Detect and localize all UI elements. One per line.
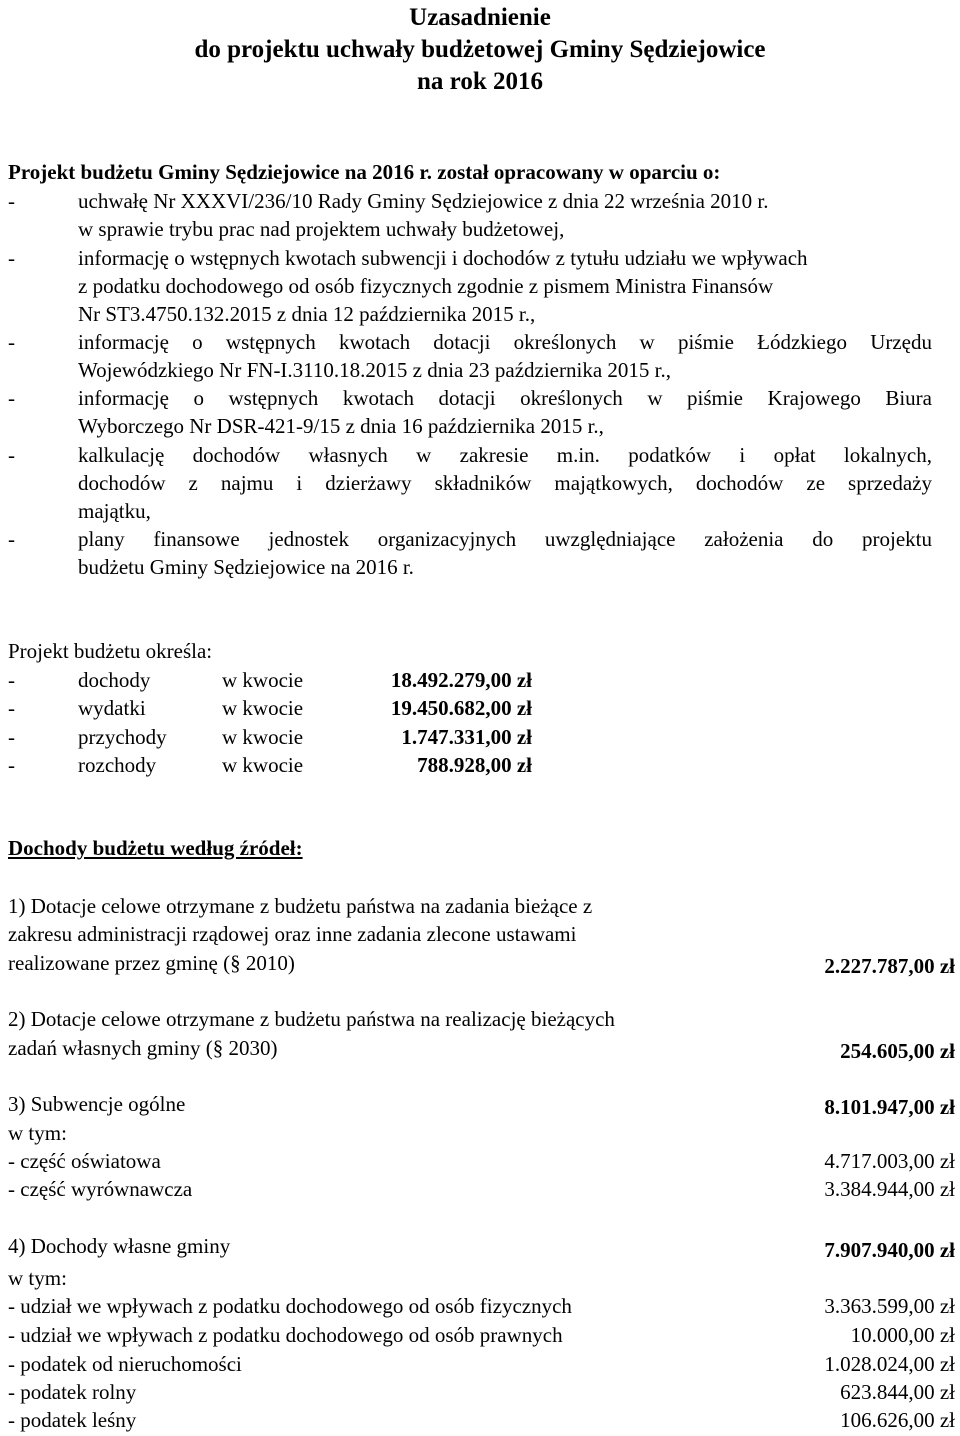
bullet-dash: - [8,725,15,749]
source-4-wtym: w tym: [8,1266,67,1290]
bullet-dash: - [8,696,15,720]
source-3-item-label: - część oświatowa [8,1149,161,1173]
source-4-item-label: - podatek od nieruchomości [8,1352,242,1376]
bullet-dash: - [8,246,15,270]
bullet-dash: - [8,443,15,467]
page-title-line1: Uzasadnienie [409,4,551,31]
intro-item-2-line-3: Nr ST3.4750.132.2015 z dnia 12 października 2015 r., [78,302,536,326]
source-3-wtym: w tym: [8,1121,67,1145]
page-title-line2: do projektu uchwały budżetowej Gminy Sędziejowice [194,36,766,63]
source-3-amount: 8.101.947,00 zł [824,1095,955,1119]
intro-item-5-line-1: kalkulację dochodów własnych w zakresie m.in. podatków i opłat lokalnych, [78,443,932,467]
bullet-dash: - [8,189,15,213]
source-3-item-amount: 4.717.003,00 zł [824,1149,955,1173]
intro-item-2-line-1: informację o wstępnych kwotach subwencji i dochodów z tytułu udziału we wpływach [78,246,808,270]
summary-in-kwocie: w kwocie [222,668,304,692]
source-4-item-amount: 3.363.599,00 zł [824,1294,955,1318]
intro-item-6-line-1: plany finansowe jednostek organizacyjnych uwzględniające założenia do projektu [78,527,932,551]
summary-in-kwocie: w kwocie [222,753,304,777]
intro-item-3-line-2: Wojewódzkiego Nr FN-I.3110.18.2015 z dnia 23 października 2015 r., [78,358,671,382]
page-title-line3: na rok 2016 [417,68,543,95]
summary-label-wydatki: wydatki [78,696,146,720]
intro-item-4-line-2: Wyborczego Nr DSR-421-9/15 z dnia 16 października 2015 r., [78,414,604,438]
source-1-amount: 2.227.787,00 zł [824,954,955,978]
summary-label-przychody: przychody [78,725,167,749]
bullet-dash: - [8,668,15,692]
summary-heading: Projekt budżetu określa: [8,639,213,663]
summary-label-dochody: dochody [78,668,151,692]
source-1-line-1: 1) Dotacje celowe otrzymane z budżetu państwa na zadania bieżące z [8,894,593,918]
source-4-item-amount: 1.028.024,00 zł [824,1352,955,1376]
bullet-dash: - [8,753,15,777]
intro-item-5-line-3: majątku, [78,499,151,523]
source-4-item-amount: 623.844,00 zł [840,1380,955,1404]
intro-item-3-line-1: informację o wstępnych kwotach dotacji określonych w piśmie Łódzkiego Urzędu [78,330,932,354]
intro-heading: Projekt budżetu Gminy Sędziejowice na 2016 r. został opracowany w oparciu o: [8,160,721,184]
source-4-label: 4) Dochody własne gminy [8,1234,231,1258]
source-1-line-3: realizowane przez gminę (§ 2010) [8,951,295,975]
source-3-item-amount: 3.384.944,00 zł [824,1177,955,1201]
summary-label-rozchody: rozchody [78,753,157,777]
source-4-item-label: - udział we wpływach z podatku dochodowego od osób prawnych [8,1323,563,1347]
source-2-line-1: 2) Dotacje celowe otrzymane z budżetu państwa na realizację bieżących [8,1007,615,1031]
intro-item-2-line-2: z podatku dochodowego od osób fizycznych zgodnie z pismem Ministra Finansów [78,274,774,298]
intro-item-1-line-1: uchwałę Nr XXXVI/236/10 Rady Gminy Sędziejowice z dnia 22 września 2010 r. [78,189,769,213]
source-4-item-label: - podatek rolny [8,1380,137,1404]
source-2-amount: 254.605,00 zł [840,1039,955,1063]
sources-heading: Dochody budżetu według źródeł: [8,836,303,860]
source-4-item-label: - udział we wpływach z podatku dochodowego od osób fizycznych [8,1294,572,1318]
intro-item-1-line-2: w sprawie trybu prac nad projektem uchwały budżetowej, [78,217,565,241]
bullet-dash: - [8,330,15,354]
source-1-line-2: zakresu administracji rządowej oraz inne zadania zlecone ustawami [8,922,577,946]
summary-in-kwocie: w kwocie [222,696,304,720]
summary-amount-wydatki: 19.450.682,00 zł [390,696,532,720]
intro-item-6-line-2: budżetu Gminy Sędziejowice na 2016 r. [78,555,414,579]
summary-in-kwocie: w kwocie [222,725,304,749]
intro-item-5-line-2: dochodów z najmu i dzierżawy składników majątkowych, dochodów ze sprzedaży [78,471,932,495]
source-3-label: 3) Subwencje ogólne [8,1092,186,1116]
summary-amount-dochody: 18.492.279,00 zł [390,668,532,692]
summary-amount-przychody: 1.747.331,00 zł [401,725,532,749]
source-4-item-label: - podatek leśny [8,1408,137,1432]
source-3-item-label: - część wyrównawcza [8,1177,193,1201]
bullet-dash: - [8,386,15,410]
source-4-amount: 7.907.940,00 zł [824,1238,955,1262]
source-4-item-amount: 106.626,00 zł [840,1408,955,1432]
bullet-dash: - [8,527,15,551]
intro-item-4-line-1: informację o wstępnych kwotach dotacji określonych w piśmie Krajowego Biura [78,386,932,410]
source-4-item-amount: 10.000,00 zł [850,1323,955,1347]
summary-amount-rozchody: 788.928,00 zł [417,753,532,777]
source-2-line-2: zadań własnych gminy (§ 2030) [8,1036,278,1060]
